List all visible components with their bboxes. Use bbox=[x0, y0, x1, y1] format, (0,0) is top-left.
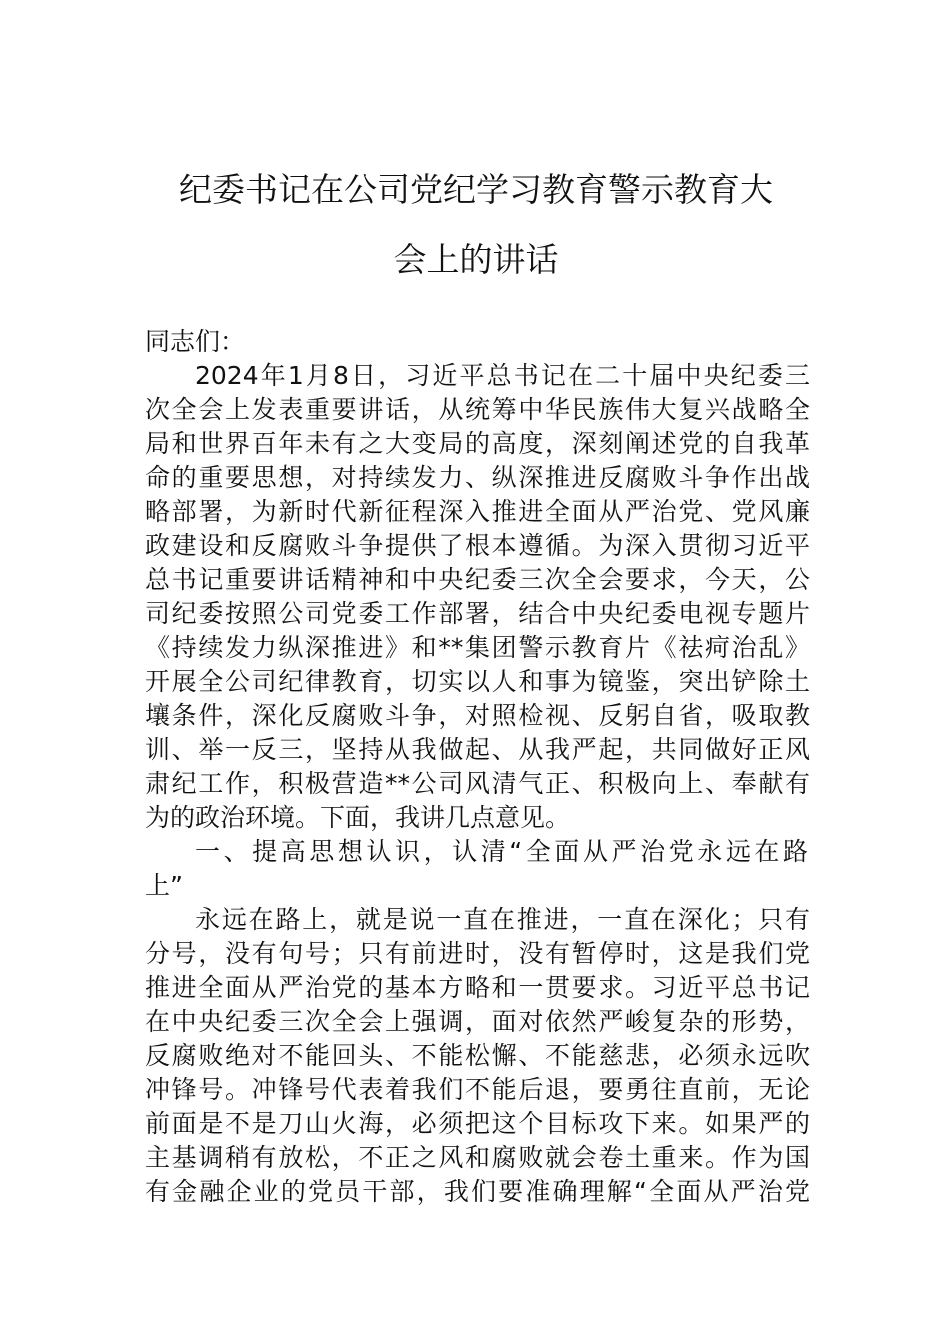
body-line: 政建设和反腐败斗争提供了根本遵循。为深入贯彻习近平 bbox=[145, 531, 810, 560]
salutation: 同志们： bbox=[145, 327, 246, 356]
body-line: 《持续发力纵深推进》和**集团警示教育片《祛疴治乱》 bbox=[145, 633, 810, 662]
body-line: 局和世界百年未有之大变局的高度，深刻阐述党的自我革 bbox=[145, 429, 810, 458]
document-title-line-1: 纪委书记在公司党纪学习教育警示教育大 bbox=[179, 170, 773, 209]
body-line: 在中央纪委三次全会上强调，面对依然严峻复杂的形势， bbox=[145, 1007, 810, 1036]
body-line: 为的政治环境。下面，我讲几点意见。 bbox=[145, 803, 571, 832]
body-line: 推进全面从严治党的基本方略和一贯要求。习近平总书记 bbox=[145, 973, 810, 1002]
body-line: 肃纪工作，积极营造**公司风清气正、积极向上、奉献有 bbox=[145, 769, 810, 798]
body-line: 冲锋号。冲锋号代表着我们不能后退，要勇往直前，无论 bbox=[145, 1075, 810, 1104]
body-line: 开展全公司纪律教育，切实以人和事为镜鉴，突出铲除土 bbox=[145, 667, 810, 696]
body-line: 分号，没有句号；只有前进时，没有暂停时，这是我们党 bbox=[145, 939, 810, 968]
body-line: 次全会上发表重要讲话，从统筹中华民族伟大复兴战略全 bbox=[145, 395, 810, 424]
body-line: 反腐败绝对不能回头、不能松懈、不能慈悲，必须永远吹 bbox=[145, 1041, 810, 1070]
body-line: 前面是不是刀山火海，必须把这个目标攻下来。如果严的 bbox=[145, 1109, 810, 1138]
document-body bbox=[145, 325, 810, 1209]
body-line: 略部署，为新时代新征程深入推进全面从严治党、党风廉 bbox=[145, 497, 810, 526]
body-line: 永远在路上，就是说一直在推进，一直在深化；只有 bbox=[195, 905, 810, 934]
section-heading-line: 一、提高思想认识，认清“全面从严治党永远在路 bbox=[195, 837, 810, 866]
document-title-line-2: 会上的讲话 bbox=[393, 240, 559, 279]
body-line: 训、举一反三，坚持从我做起、从我严起，共同做好正风 bbox=[145, 735, 810, 764]
body-line: 主基调稍有放松，不正之风和腐败就会卷土重来。作为国 bbox=[145, 1143, 810, 1172]
body-line: 司纪委按照公司党委工作部署，结合中央纪委电视专题片 bbox=[145, 599, 810, 628]
body-line: 壤条件，深化反腐败斗争，对照检视、反躬自省，吸取教 bbox=[145, 701, 810, 730]
body-line: 命的重要思想，对持续发力、纵深推进反腐败斗争作出战 bbox=[145, 463, 810, 492]
body-line: 2024年1月8日，习近平总书记在二十届中央纪委三 bbox=[195, 361, 810, 390]
body-line: 总书记重要讲话精神和中央纪委三次全会要求，今天，公 bbox=[145, 565, 810, 594]
section-heading-line: 上” bbox=[145, 871, 183, 900]
body-line: 有金融企业的党员干部，我们要准确理解“全面从严治党 bbox=[145, 1177, 810, 1206]
